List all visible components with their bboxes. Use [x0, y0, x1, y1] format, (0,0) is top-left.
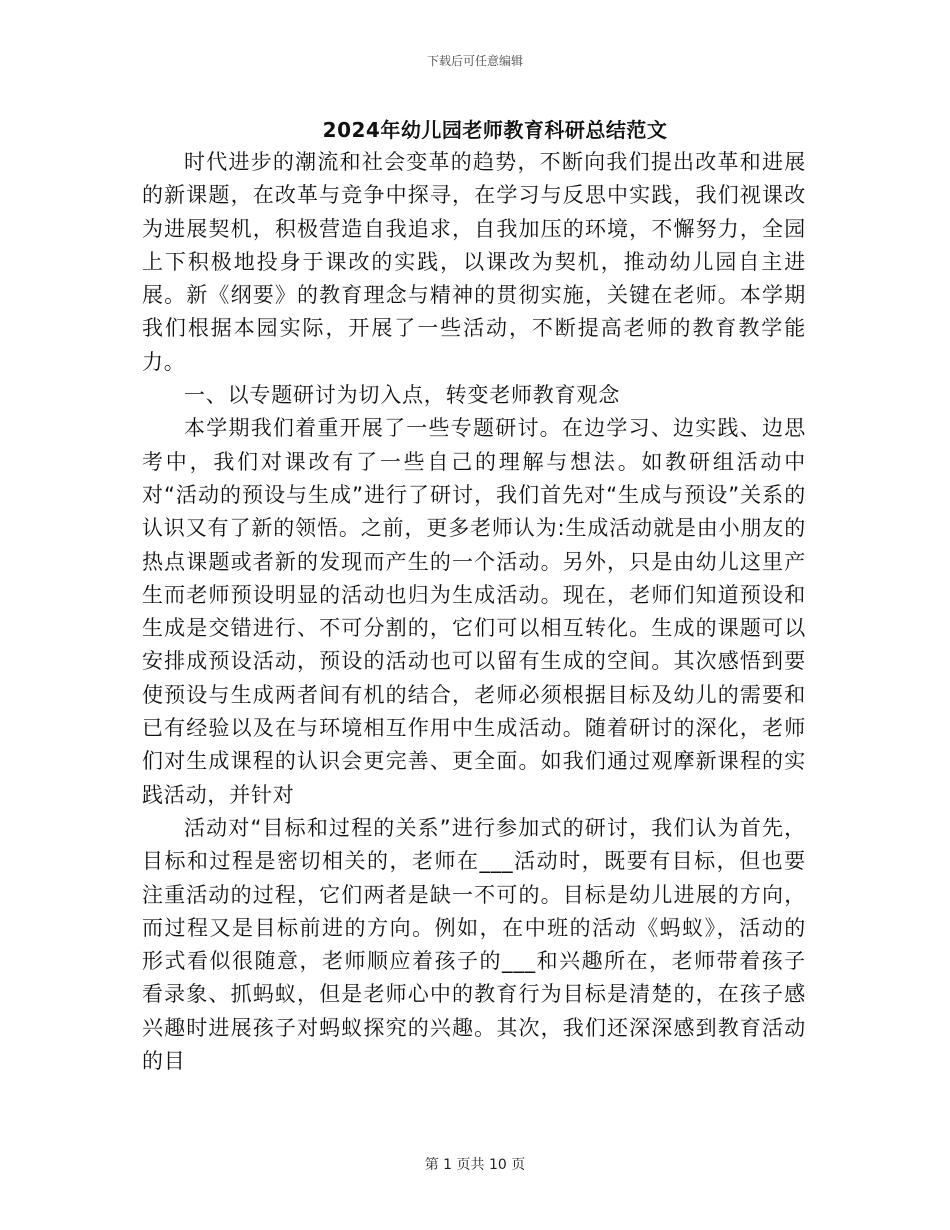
paragraph: 活动对“目标和过程的关系”进行参加式的研讨，我们认为首先，目标和过程是密切相关的，老师在___活动时，既要有目标，但也要注重活动的过程，它们两者是缺一不可的。目标是幼儿进展的方向，而过程又是目标前进的方向。例如，在中班的活动《蚂蚁》，活动的形式看似很随意，老师顺应着孩子的___和兴趣所在，老师带着孩子看录象、抓蚂蚁，但是老师心中的教育行为目标是清楚的，在孩子感兴趣时进展孩子对蚂蚁探究的兴趣。其次，我们还深深感到教育活动的目 [142, 815, 806, 1074]
section-heading: 一、以专题研讨为切入点，转变老师教育观念 [184, 383, 620, 408]
paragraph: 本学期我们着重开展了一些专题研讨。在边学习、边实践、边思考中，我们对课改有了一些自己的理解与想法。如教研组活动中对“活动的预设与生成”进行了研讨，我们首先对“生成与预设”关系的认识又有了新的领悟。之前，更多老师认为:生成活动就是由小朋友的热点课题或者新的发现而产生的一个活动。另外，只是由幼儿这里产生而老师预设明显的活动也归为生成活动。现在，老师们知道预设和生成是交错进行、不可分割的，它们可以相互转化。生成的课题可以安排成预设活动，预设的活动也可以留有生成的空间。其次感悟到要使预设与生成两者间有机的结合，老师必须根据目标及幼儿的需要和已有经验以及在与环境相互作用中生成活动。随着研讨的深化，老师们对生成课程的认识会更完善、更全面。如我们通过观摩新课程的实践活动，并针对 [142, 416, 806, 807]
paragraph: 时代进步的潮流和社会变革的趋势，不断向我们提出改革和进展的新课题，在改革与竞争中探寻，在学习与反思中实践，我们视课改为进展契机，积极营造自我追求，自我加压的环境，不懈努力，全园上下积极地投身于课改的实践，以课改为契机，推动幼儿园自主进展。新《纲要》的教育理念与精神的贯彻实施，关键在老师。本学期我们根据本园实际，开展了一些活动，不断提高老师的教育教学能力。 [142, 150, 806, 374]
page-footer: 第 1 页共 10 页 [424, 1157, 526, 1173]
document-title: 2024年幼儿园老师教育科研总结范文 [322, 118, 668, 142]
document-body [142, 146, 806, 1078]
page-header: 下载后可任意编辑 [426, 54, 523, 68]
